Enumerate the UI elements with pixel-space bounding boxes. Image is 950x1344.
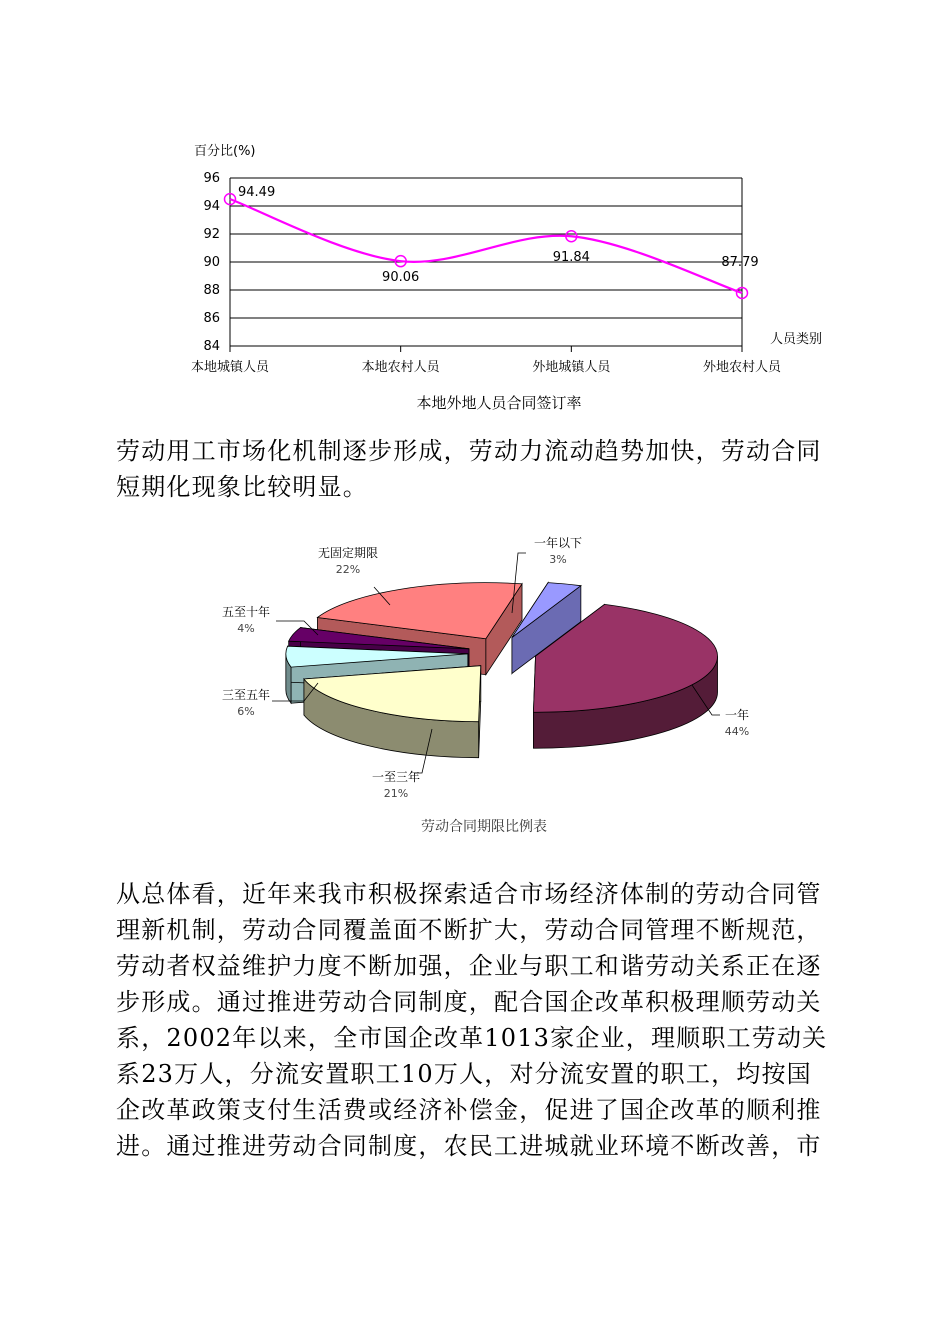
series-line-path [230,199,742,293]
pie-slice-percent: 44% [724,725,750,738]
pie-slice-percent: 4% [237,622,255,635]
x-tick-label: 本地农村人员 [361,360,440,375]
x-tick-label: 外地农村人员 [702,360,782,375]
y-tick-label: 86 [203,311,220,326]
pie-slice-label: 一至三年 [371,770,421,784]
series-points [225,194,748,299]
data-label: 87.79 [721,254,759,270]
y-tick-label: 88 [203,283,220,298]
paragraph-2-line: 企改革政策支付生活费或经济补偿金，促进了国企改革的顺利推 [116,1096,822,1124]
pie-slice-percent: 6% [237,705,255,718]
x-tick-label: 外地城镇人员 [532,360,611,375]
y-tick-label: 92 [203,227,220,242]
y-axis-label: 百分比(%) [194,144,256,159]
pie-slices [286,583,718,758]
paragraph-2-line: 进。通过推进劳动合同制度，农民工进城就业环境不断改善，市 [116,1132,822,1160]
series-line [230,199,742,293]
paragraph-2-line: 劳动者权益维护力度不断加强，企业与职工和谐劳动关系正在逐 [116,952,822,980]
paragraph-1 [116,433,831,505]
pie-slice-label: 三至五年 [221,688,271,702]
data-label: 90.06 [382,270,420,286]
y-tick-label: 96 [203,171,220,186]
pie-slice-label: 五至十年 [221,605,271,619]
pie-slice-percent: 21% [383,787,409,800]
pie-title: 劳动合同期限比例表 [421,819,547,835]
y-tick-label: 94 [203,199,220,214]
chart-axes [230,178,742,352]
paragraph-2 [116,876,831,1164]
chart-title: 本地外地人员合同签订率 [416,394,582,412]
paragraph-1-line: 短期化现象比较明显。 [116,473,368,501]
paragraph-2-line: 系23万人，分流安置职工10万人，对分流安置的职工，均按国 [116,1060,812,1088]
x-tick-labels [191,359,782,375]
pie-slice-percent: 3% [549,553,567,566]
data-label: 91.84 [552,250,590,266]
pie-slice [304,666,481,758]
pie-slice-label: 一年以下 [533,536,583,550]
contract-rate-line-chart [180,130,840,420]
x-tick-label: 本地城镇人员 [190,360,270,375]
data-labels [238,185,759,285]
paragraph-2-line: 步形成。通过推进劳动合同制度，配合国企改革积极理顺劳动关 [116,988,822,1016]
pie-slice-label: 一年 [724,708,750,722]
data-label: 94.49 [238,185,276,201]
y-tick-label: 84 [203,339,220,354]
y-tick-labels [203,171,220,354]
y-tick-label: 90 [203,255,220,270]
pie-slice-label: 无固定期限 [317,546,379,560]
paragraph-1-line: 劳动用工市场化机制逐步形成，劳动力流动趋势加快，劳动合同 [116,437,822,465]
paragraph-2-line: 从总体看，近年来我市积极探索适合市场经济体制的劳动合同管 [116,880,822,908]
paragraph-2-line: 系，2002年以来，全市国企改革1013家企业，理顺职工劳动关 [116,1024,828,1052]
contract-term-pie-chart [200,525,780,845]
x-axis-label: 人员类别 [770,332,823,347]
pie-slice-percent: 22% [335,563,361,576]
paragraph-2-line: 理新机制，劳动合同覆盖面不断扩大，劳动合同管理不断规范， [116,916,822,944]
